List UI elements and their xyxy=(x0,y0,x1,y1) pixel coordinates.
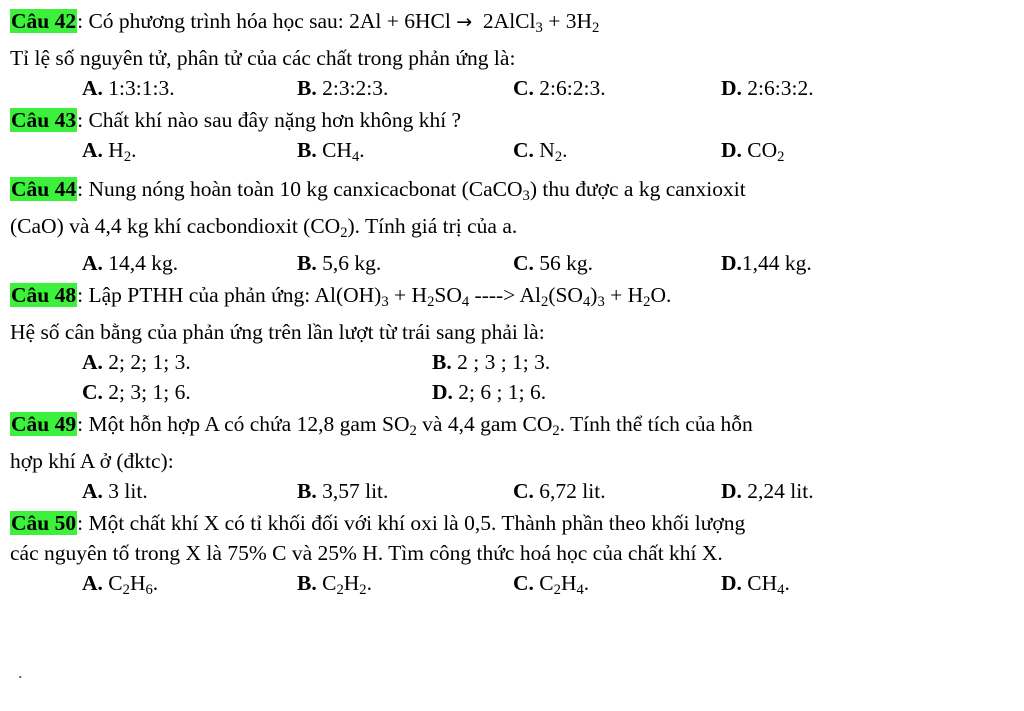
option-50-c-label: C. xyxy=(513,571,534,596)
question-44-options xyxy=(82,248,1014,278)
option-48-c-text: 2; 3; 1; 6. xyxy=(102,380,191,405)
question-50-options xyxy=(82,568,1014,605)
question-49-stem-c: . Tính thể tích của hỗn xyxy=(559,412,753,437)
question-44-stem2-a: (CaO) và 4,4 kg khí cacbondioxit (CO xyxy=(10,214,341,239)
option-49-c-text: 6,72 lit. xyxy=(533,479,606,504)
option-50-a[interactable] xyxy=(82,568,297,605)
option-44-a[interactable] xyxy=(82,248,297,278)
option-50-d-text: CH xyxy=(741,571,778,596)
option-42-d-label: D. xyxy=(721,76,742,101)
option-48-d-text: 2; 6 ; 1; 6. xyxy=(452,380,547,405)
option-42-c[interactable] xyxy=(513,73,721,103)
question-42-formula-b: + 3H xyxy=(542,9,592,33)
question-49-tag: Câu 49 xyxy=(11,412,77,437)
question-48-stem-e: (SO xyxy=(548,283,583,308)
option-43-c[interactable] xyxy=(513,135,721,172)
question-44-stem2-b: ). Tính giá trị của a. xyxy=(347,214,518,239)
option-43-c-sub: 2 xyxy=(554,149,563,166)
option-42-a[interactable] xyxy=(82,73,297,103)
option-43-d-label: D. xyxy=(721,138,742,163)
option-48-b-label: B. xyxy=(432,350,452,375)
option-42-b[interactable] xyxy=(297,73,513,103)
option-48-a-label: A. xyxy=(82,350,103,375)
question-44-stem2-sub: 2 xyxy=(340,225,348,242)
question-48-stem-a: : Lập PTHH của phản ứng: Al(OH) xyxy=(77,283,382,308)
option-44-c[interactable] xyxy=(513,248,721,278)
question-42-formula-b-sub: 2 xyxy=(591,20,600,37)
option-50-a-text: C xyxy=(102,571,123,596)
question-43-options xyxy=(82,135,1014,172)
question-48-sub-5: 4 xyxy=(582,294,591,311)
option-48-d-label: D. xyxy=(432,380,453,405)
option-50-b-sub: 2 xyxy=(336,582,344,599)
question-44-stem-a: : Nung nóng hoàn toàn 10 kg canxicacbonat (CaCO xyxy=(77,177,523,202)
option-44-a-text: 14,4 kg. xyxy=(102,251,179,276)
option-49-c-label: C. xyxy=(513,479,534,504)
question-43-stem-line-1 xyxy=(10,105,1014,135)
option-50-d-tail: . xyxy=(784,571,790,596)
option-48-b[interactable] xyxy=(432,347,550,377)
option-44-b-text: 5,6 kg. xyxy=(316,251,382,276)
option-50-b-mid: H xyxy=(343,571,360,596)
question-48-stem-c: SO xyxy=(434,283,462,308)
question-42-stem-line-2: Tỉ lệ số nguyên tử, phân tử của các chất trong phản ứng là: xyxy=(10,46,516,71)
question-50-stem-line-1 xyxy=(10,508,1014,538)
question-48-sub-4: 2 xyxy=(541,294,549,311)
question-block-42 xyxy=(10,6,1014,103)
option-42-a-text: 1:3:1:3. xyxy=(102,76,175,101)
question-44-stem-b: ) thu được a kg canxioxit xyxy=(529,177,746,202)
option-43-d-text: CO xyxy=(741,138,778,163)
option-50-d[interactable] xyxy=(721,568,790,605)
option-49-a[interactable] xyxy=(82,476,297,506)
option-43-b[interactable] xyxy=(297,135,513,172)
option-43-c-tail: . xyxy=(562,138,568,163)
option-42-d[interactable] xyxy=(721,73,814,103)
question-42-formula-a: 2AlCl xyxy=(482,9,536,33)
option-44-c-text: 56 kg. xyxy=(533,251,594,276)
option-49-b-label: B. xyxy=(297,479,317,504)
question-48-sub-2: 2 xyxy=(427,294,435,311)
option-44-a-label: A. xyxy=(82,251,103,276)
question-49-stem-a: : Một hỗn hợp A có chứa 12,8 gam SO xyxy=(77,412,410,437)
question-48-options-row-1 xyxy=(82,347,1014,377)
question-44-tag: Câu 44 xyxy=(11,177,77,202)
question-48-stem-b: + H xyxy=(388,283,428,308)
question-48-stem-g: + H xyxy=(604,283,644,308)
option-48-a[interactable] xyxy=(82,347,432,377)
question-42-tag: Câu 42 xyxy=(11,9,77,33)
option-43-a-text: H xyxy=(102,138,124,163)
question-block-44 xyxy=(10,174,1014,278)
question-block-49 xyxy=(10,409,1014,506)
question-44-stem-line-2 xyxy=(10,211,1014,248)
option-43-a-tail: . xyxy=(131,138,137,163)
question-block-43 xyxy=(10,105,1014,172)
option-50-a-mid: H xyxy=(129,571,146,596)
question-48-options-row-2 xyxy=(82,377,1014,407)
option-50-c-sub2: 4 xyxy=(576,582,584,599)
question-42-formula-a-sub: 3 xyxy=(535,20,543,37)
question-42-stem-text: : Có phương trình hóa học sau: 2Al + 6HCl xyxy=(77,9,451,33)
question-48-sub-3: 4 xyxy=(461,294,470,311)
question-48-sub-6: 3 xyxy=(597,294,605,311)
option-49-a-label: A. xyxy=(82,479,103,504)
reaction-arrow-icon: → xyxy=(456,11,473,33)
option-50-d-sub: 4 xyxy=(777,582,785,599)
question-48-tag: Câu 48 xyxy=(11,283,77,308)
question-48-sub-7: 2 xyxy=(643,294,651,311)
question-48-stem-line-2: Hệ số cân bằng của phản ứng trên lần lượt từ trái sang phải là: xyxy=(10,320,545,345)
option-43-d[interactable] xyxy=(721,135,784,172)
question-49-options xyxy=(82,476,1014,506)
option-49-d[interactable] xyxy=(721,476,814,506)
question-49-sub-1: 2 xyxy=(409,423,417,440)
option-44-b[interactable] xyxy=(297,248,513,278)
question-43-stem-text: : Chất khí nào sau đây nặng hơn không khí ? xyxy=(77,108,462,133)
option-49-b[interactable] xyxy=(297,476,513,506)
option-42-b-label: B. xyxy=(297,76,317,101)
option-50-a-label: A. xyxy=(82,571,103,596)
question-42-stem-line-1 xyxy=(10,6,1014,43)
question-48-stem-d: ----> Al xyxy=(469,283,541,308)
option-43-c-text: N xyxy=(533,138,555,163)
question-44-stem-sub: 3 xyxy=(522,188,530,205)
option-49-d-label: D. xyxy=(721,479,742,504)
option-50-b-label: B. xyxy=(297,571,317,596)
option-43-a-label: A. xyxy=(82,138,103,163)
option-48-c-label: C. xyxy=(82,380,103,405)
question-50-stem-line-2: các nguyên tố trong X là 75% C và 25% H. Tìm công thức hoá học của chất khí X. xyxy=(10,541,723,566)
option-50-c-tail: . xyxy=(583,571,590,596)
question-48-stem-f: ) xyxy=(590,283,598,308)
option-50-b-tail: . xyxy=(366,571,372,596)
question-50-stem-text: : Một chất khí X có tỉ khối đối với khí oxi là 0,5. Thành phần theo khối lượng xyxy=(77,511,746,536)
option-49-b-text: 3,57 lit. xyxy=(316,479,389,504)
option-49-a-text: 3 lit. xyxy=(102,479,148,504)
option-50-a-sub2: 6 xyxy=(145,582,153,599)
option-48-a-text: 2; 2; 1; 3. xyxy=(102,350,191,375)
option-48-c[interactable] xyxy=(82,377,432,407)
option-42-b-text: 2:3:2:3. xyxy=(316,76,389,101)
option-50-b-text: C xyxy=(316,571,337,596)
option-42-c-text: 2:6:2:3. xyxy=(533,76,606,101)
question-block-50 xyxy=(10,508,1014,605)
question-48-stem-line-1 xyxy=(10,280,1014,317)
option-50-d-label: D. xyxy=(721,571,742,596)
footer-mark: . xyxy=(18,662,23,682)
option-43-c-label: C. xyxy=(513,138,534,163)
option-42-d-text: 2:6:3:2. xyxy=(741,76,814,101)
question-49-sub-2: 2 xyxy=(552,423,560,440)
option-50-a-sub: 2 xyxy=(122,582,130,599)
option-48-b-text: 2 ; 3 ; 1; 3. xyxy=(451,350,551,375)
option-50-a-tail: . xyxy=(152,571,159,596)
option-42-a-label: A. xyxy=(82,76,103,101)
option-49-d-text: 2,24 lit. xyxy=(741,479,814,504)
option-44-d[interactable] xyxy=(721,248,812,278)
option-43-b-tail: . xyxy=(359,138,365,163)
option-48-d[interactable] xyxy=(432,377,546,407)
question-49-stem-b: và 4,4 gam CO xyxy=(416,412,553,437)
question-block-48 xyxy=(10,280,1014,407)
option-43-b-label: B. xyxy=(297,138,317,163)
option-50-c[interactable] xyxy=(513,568,721,605)
option-44-c-label: C. xyxy=(513,251,534,276)
option-43-a[interactable] xyxy=(82,135,297,172)
option-50-b[interactable] xyxy=(297,568,513,605)
question-50-tag: Câu 50 xyxy=(11,511,77,536)
option-44-d-text: 1,44 kg. xyxy=(741,251,812,276)
option-43-b-text: CH xyxy=(316,138,352,163)
option-50-c-mid: H xyxy=(560,571,577,596)
question-43-tag: Câu 43 xyxy=(11,108,77,133)
option-43-b-sub: 4 xyxy=(351,149,360,166)
option-50-c-sub: 2 xyxy=(553,582,561,599)
option-49-c[interactable] xyxy=(513,476,721,506)
option-50-c-text: C xyxy=(533,571,554,596)
option-43-d-sub: 2 xyxy=(777,149,785,166)
question-44-stem-line-1 xyxy=(10,174,1014,211)
question-48-stem-h: O. xyxy=(650,283,672,308)
option-44-d-label: D. xyxy=(721,251,742,276)
question-48-sub-1: 3 xyxy=(381,294,389,311)
question-42-options xyxy=(82,73,1014,103)
option-43-a-sub: 2 xyxy=(123,149,132,166)
question-49-stem-line-1 xyxy=(10,409,1014,446)
question-49-stem-line-2: hợp khí A ở (đktc): xyxy=(10,449,174,474)
option-44-b-label: B. xyxy=(297,251,317,276)
option-42-c-label: C. xyxy=(513,76,534,101)
option-50-b-sub2: 2 xyxy=(359,582,367,599)
